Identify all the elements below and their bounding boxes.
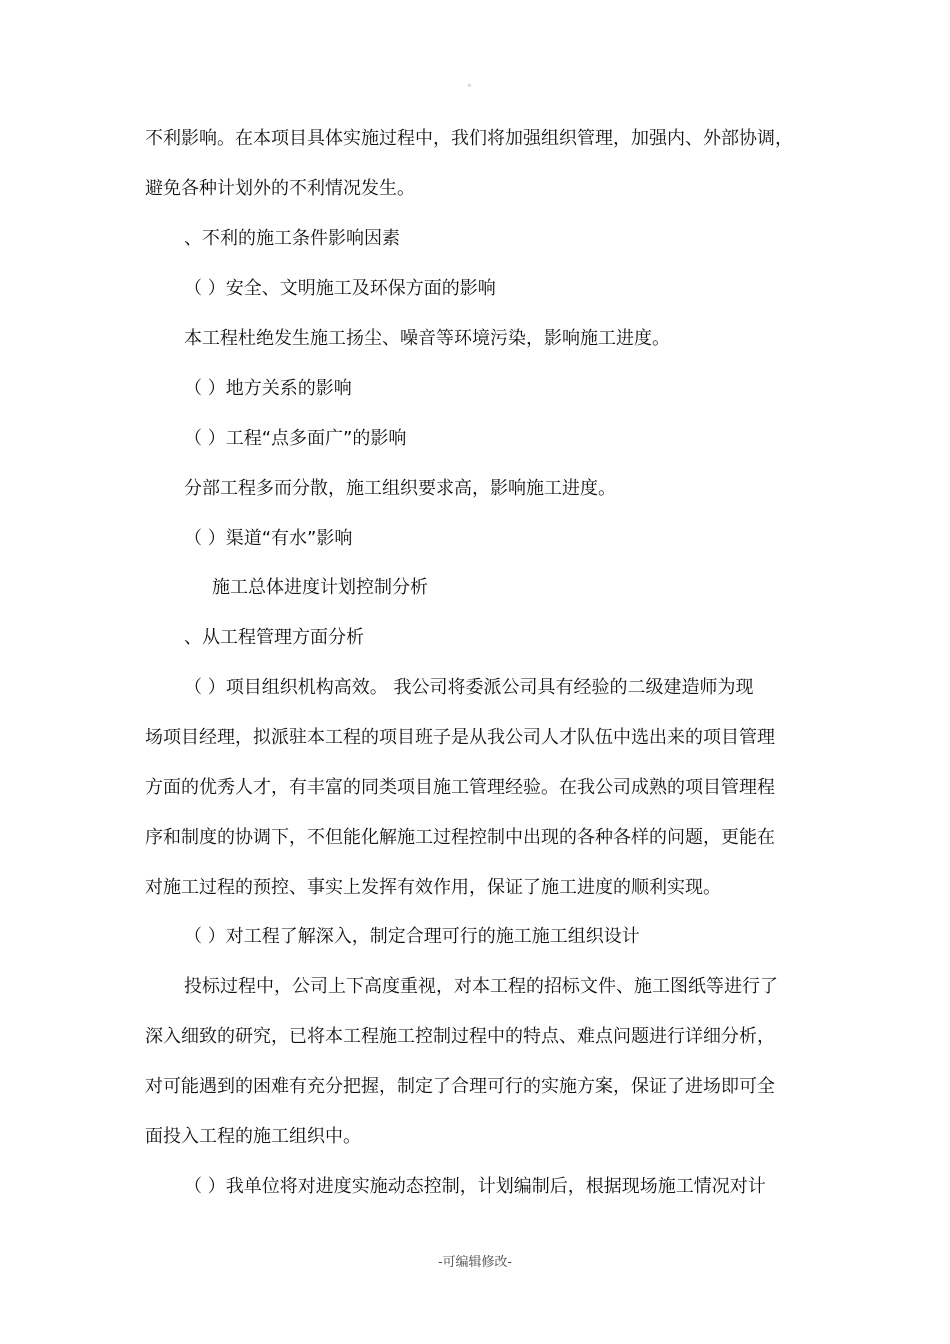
subsection-heading: （ ）安全、文明施工及环保方面的影响 <box>184 278 496 299</box>
page-footer: -可编辑修改- <box>438 1255 512 1270</box>
section-heading: 、从工程管理方面分析 <box>184 627 364 648</box>
paragraph-line: 面投入工程的施工组织中。 <box>145 1126 361 1147</box>
subsection-heading: （ ）对工程了解深入，制定合理可行的施工施工组织设计 <box>184 926 640 947</box>
subsection-heading: （ ）工程“点多面广”的影响 <box>184 428 407 449</box>
paragraph-line: 对可能遇到的困难有充分把握，制定了合理可行的实施方案，保证了进场即可全 <box>145 1076 775 1097</box>
paragraph-line: 方面的优秀人才，有丰富的同类项目施工管理经验。在我公司成熟的项目管理程 <box>145 777 775 798</box>
paragraph-line: 序和制度的协调下，不但能化解施工过程控制中出现的各种各样的问题，更能在 <box>145 827 775 848</box>
paragraph-line: 本工程杜绝发生施工扬尘、噪音等环境污染，影响施工进度。 <box>184 328 670 349</box>
paragraph-line: 避免各种计划外的不利情况发生。 <box>145 178 415 199</box>
paragraph-line: 分部工程多而分散，施工组织要求高，影响施工进度。 <box>184 478 616 499</box>
paragraph-line: 深入细致的研究，已将本工程施工控制过程中的特点、难点问题进行详细分析， <box>145 1026 775 1047</box>
header-mark: 。 <box>467 78 478 89</box>
paragraph-line: 投标过程中，公司上下高度重视，对本工程的招标文件、施工图纸等进行了 <box>184 976 778 997</box>
paragraph-line: （ ）项目组织机构高效。 我公司将委派公司具有经验的二级建造师为现 <box>184 677 754 698</box>
paragraph-line: （ ）我单位将对进度实施动态控制，计划编制后，根据现场施工情况对计 <box>184 1176 766 1197</box>
subsection-heading: （ ）地方关系的影响 <box>184 378 352 399</box>
paragraph-line: 不利影响。在本项目具体实施过程中，我们将加强组织管理，加强内、外部协调， <box>145 128 793 149</box>
subsection-heading: （ ）渠道“有水”影响 <box>184 528 353 549</box>
paragraph-line: 对施工过程的预控、事实上发挥有效作用，保证了施工进度的顺利实现。 <box>145 877 721 898</box>
section-heading: 、不利的施工条件影响因素 <box>184 228 400 249</box>
paragraph-line: 场项目经理，拟派驻本工程的项目班子是从我公司人才队伍中选出来的项目管理 <box>145 727 775 748</box>
section-title: 施工总体进度计划控制分析 <box>212 577 428 598</box>
